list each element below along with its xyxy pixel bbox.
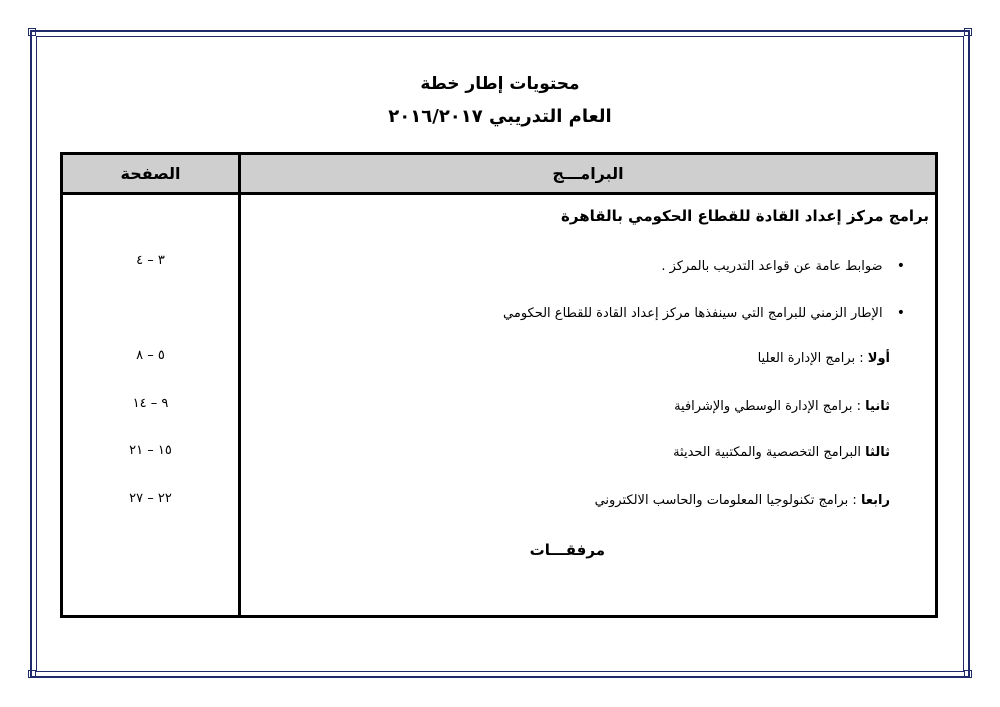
bullet-text: ضوابط عامة عن قواعد التدريب بالمركز .	[661, 259, 883, 274]
bullet-text: الإطار الزمني للبرامج التي سينفذها مركز إعداد القادة للقطاع الحكومي	[503, 306, 883, 321]
list-item	[595, 493, 890, 508]
item-label: ثانيا	[865, 399, 890, 414]
item-label: ثالثا	[865, 445, 890, 460]
item-text: البرامج التخصصية والمكتبية الحديثة	[673, 445, 866, 460]
header-programs: البرامـــج	[552, 164, 624, 183]
list-item	[758, 351, 890, 366]
section-title: برامج مركز إعداد القادة للقطاع الحكومي بالقاهرة	[561, 207, 929, 225]
list-item	[661, 258, 905, 274]
list-item	[503, 305, 905, 321]
page-range: ٢٢ – ٢٧	[129, 491, 172, 506]
page-range: ٩ – ١٤	[132, 396, 169, 411]
list-item	[673, 445, 890, 460]
item-text: : برامج الإدارة الوسطي والإشرافية	[674, 399, 866, 414]
column-divider	[238, 155, 241, 615]
border-corner-ornament	[28, 28, 36, 36]
attachments-heading: مرفقـــات	[529, 541, 605, 559]
page-range: ١٥ – ٢١	[129, 443, 172, 458]
border-corner-ornament	[964, 28, 972, 36]
table-header-row	[63, 155, 935, 195]
border-corner-ornament	[964, 670, 972, 678]
header-page: الصفحة	[120, 164, 181, 183]
item-label: رابعا	[860, 493, 890, 508]
list-item	[674, 399, 890, 414]
document-title: محتويات إطار خطة	[420, 74, 580, 94]
item-text: : برامج تكنولوجيا المعلومات والحاسب الالكتروني	[594, 493, 861, 508]
contents-table	[60, 152, 938, 618]
page-range: ٣ – ٤	[136, 253, 165, 268]
border-corner-ornament	[28, 670, 36, 678]
document-subtitle: العام التدريبي ٢٠١٦/٢٠١٧	[388, 106, 612, 127]
page-range: ٥ – ٨	[136, 348, 165, 363]
item-text: : برامج الإدارة العليا	[757, 351, 868, 366]
item-label: أولا	[867, 351, 890, 366]
